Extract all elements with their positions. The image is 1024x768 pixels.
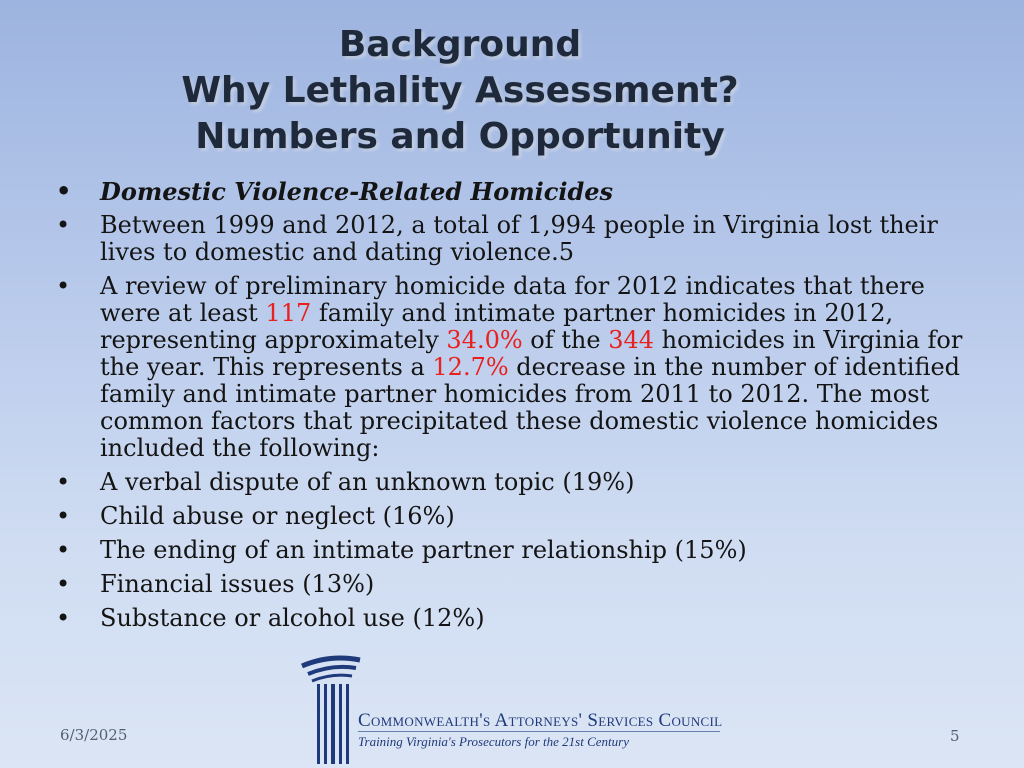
title-line-2: Why Lethality Assessment?	[181, 70, 739, 111]
title-line-1: Background	[338, 24, 582, 65]
bullet-marker: •	[56, 536, 71, 564]
bullet-item	[56, 503, 986, 530]
council-tagline: Training Virginia's Prosecutors for the 21st Century	[358, 734, 629, 749]
logo-divider	[358, 731, 720, 732]
bullet-text: The ending of an intimate partner relationship (15%)	[100, 536, 747, 564]
bullet-marker: •	[56, 211, 71, 239]
bullet-text-part: decrease in the number of identified family and intimate partner homicides from 2011 to 2012. The most common factors that precipitated these domestic violence homicides included the following:	[100, 353, 961, 462]
bullet-text-part: of the	[522, 326, 609, 354]
bullet-heading-text: Domestic Violence-Related Homicides	[100, 177, 614, 206]
bullet-text: Financial issues (13%)	[100, 570, 375, 598]
bullet-text: Between 1999 and 2012, a total of 1,994 people in Virginia lost their lives to domestic and dating violence.5	[100, 211, 938, 266]
bullet-marker: •	[56, 272, 71, 300]
bullet-item	[56, 469, 986, 496]
slide-date: 6/3/2025	[60, 726, 128, 744]
bullet-text-part: homicides in Virginia for the year. This represents a	[100, 326, 963, 381]
bullet-item	[56, 571, 986, 598]
bullet-item	[56, 537, 986, 564]
highlight-number: 12.7%	[432, 353, 509, 381]
slide-title	[140, 22, 780, 160]
bullet-text: Child abuse or neglect (16%)	[100, 502, 455, 530]
highlight-number: 34.0%	[446, 326, 523, 354]
bullet-list	[56, 178, 986, 639]
bullet-item	[56, 605, 986, 632]
bullet-text: A verbal dispute of an unknown topic (19%)	[100, 468, 635, 496]
title-line-3: Numbers and Opportunity	[195, 116, 725, 157]
bullet-marker: •	[56, 502, 71, 530]
slide-number: 5	[950, 727, 960, 745]
highlight-number: 117	[265, 299, 312, 327]
bullet-text-part: family and intimate partner homicides in 2012, representing approximately	[100, 299, 894, 354]
bullet-marker: •	[56, 468, 71, 496]
bullet-item	[56, 273, 986, 462]
bullet-text-part: A review of preliminary homicide data for 2012 indicates that there were at least	[100, 272, 925, 327]
bullet-item	[56, 212, 986, 266]
highlight-number: 344	[608, 326, 654, 354]
bullet-marker: •	[56, 177, 72, 205]
council-name: Commonwealth's Attorneys' Services Council	[358, 710, 723, 731]
bullet-heading	[56, 178, 986, 205]
bullet-text: Substance or alcohol use (12%)	[100, 604, 485, 632]
bullet-marker: •	[56, 604, 71, 632]
bullet-marker: •	[56, 570, 71, 598]
